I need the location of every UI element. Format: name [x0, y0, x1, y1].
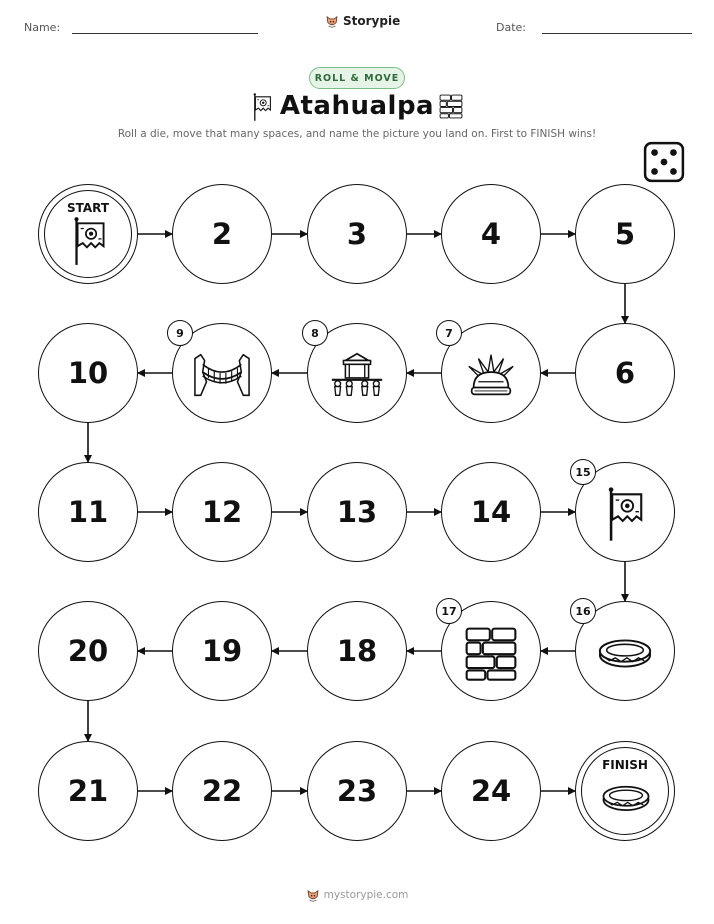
board-space-15 [575, 462, 675, 562]
space-number: 19 [201, 634, 243, 668]
brand-name: Storypie [343, 14, 401, 28]
inca-banner-flag-icon [63, 215, 115, 267]
date-label: Date: [496, 21, 526, 34]
board-space-23 [307, 741, 407, 841]
board-space-12 [172, 462, 272, 562]
space-number: 23 [336, 774, 378, 808]
space-label: FINISH [602, 758, 648, 772]
space-number-badge: 15 [570, 459, 596, 485]
gold-bracelet-icon [596, 624, 654, 682]
inca-banner-flag-icon [596, 485, 654, 543]
space-number-badge: 7 [436, 320, 462, 346]
board-space-11 [38, 462, 138, 562]
footer-url[interactable]: mystorypie.com [323, 889, 409, 901]
space-number: 22 [201, 774, 243, 808]
footer [0, 888, 714, 902]
space-number: 14 [470, 495, 512, 529]
space-number: 2 [211, 217, 233, 251]
page-title: Atahualpa [279, 91, 435, 121]
space-number: 5 [614, 217, 636, 251]
space-number: 4 [480, 217, 502, 251]
gold-bracelet-icon [600, 772, 652, 824]
space-number: 6 [614, 356, 636, 390]
board-space-13 [307, 462, 407, 562]
board-space-21 [38, 741, 138, 841]
board-space-7 [441, 323, 541, 423]
game-type-badge: ROLL & MOVE [309, 67, 405, 89]
space-number-badge: 17 [436, 598, 462, 624]
space-number: 20 [67, 634, 109, 668]
board-space-8 [307, 323, 407, 423]
feathered-crown-icon [462, 346, 520, 404]
space-number: 24 [470, 774, 512, 808]
space-number: 11 [67, 495, 109, 529]
space-number-badge: 8 [302, 320, 328, 346]
space-number: 18 [336, 634, 378, 668]
fox-mascot-icon [306, 888, 320, 902]
space-number: 10 [67, 356, 109, 390]
board-space-finish [575, 741, 675, 841]
board-space-3 [307, 184, 407, 284]
space-number: 12 [201, 495, 243, 529]
board-space-9 [172, 323, 272, 423]
rope-bridge-icon [193, 346, 251, 404]
instructions: Roll a die, move that many spaces, and name the picture you land on. First to FINISH wins! [117, 128, 597, 140]
board-space-start [38, 184, 138, 284]
board-space-14 [441, 462, 541, 562]
royal-litter-icon [328, 346, 386, 404]
stone-wall-icon [462, 624, 520, 682]
space-number-badge: 16 [570, 598, 596, 624]
board-space-16 [575, 601, 675, 701]
space-number: 21 [67, 774, 109, 808]
board-space-2 [172, 184, 272, 284]
name-label: Name: [24, 21, 61, 34]
board-space-10 [38, 323, 138, 423]
board-space-24 [441, 741, 541, 841]
board-space-22 [172, 741, 272, 841]
space-label: START [66, 201, 110, 215]
board-space-4 [441, 184, 541, 284]
board-space-5 [575, 184, 675, 284]
board-space-19 [172, 601, 272, 701]
board-space-17 [441, 601, 541, 701]
space-number: 13 [336, 495, 378, 529]
space-number-badge: 9 [167, 320, 193, 346]
board-space-6 [575, 323, 675, 423]
space-number: 3 [346, 217, 368, 251]
board-space-20 [38, 601, 138, 701]
board-space-18 [307, 601, 407, 701]
